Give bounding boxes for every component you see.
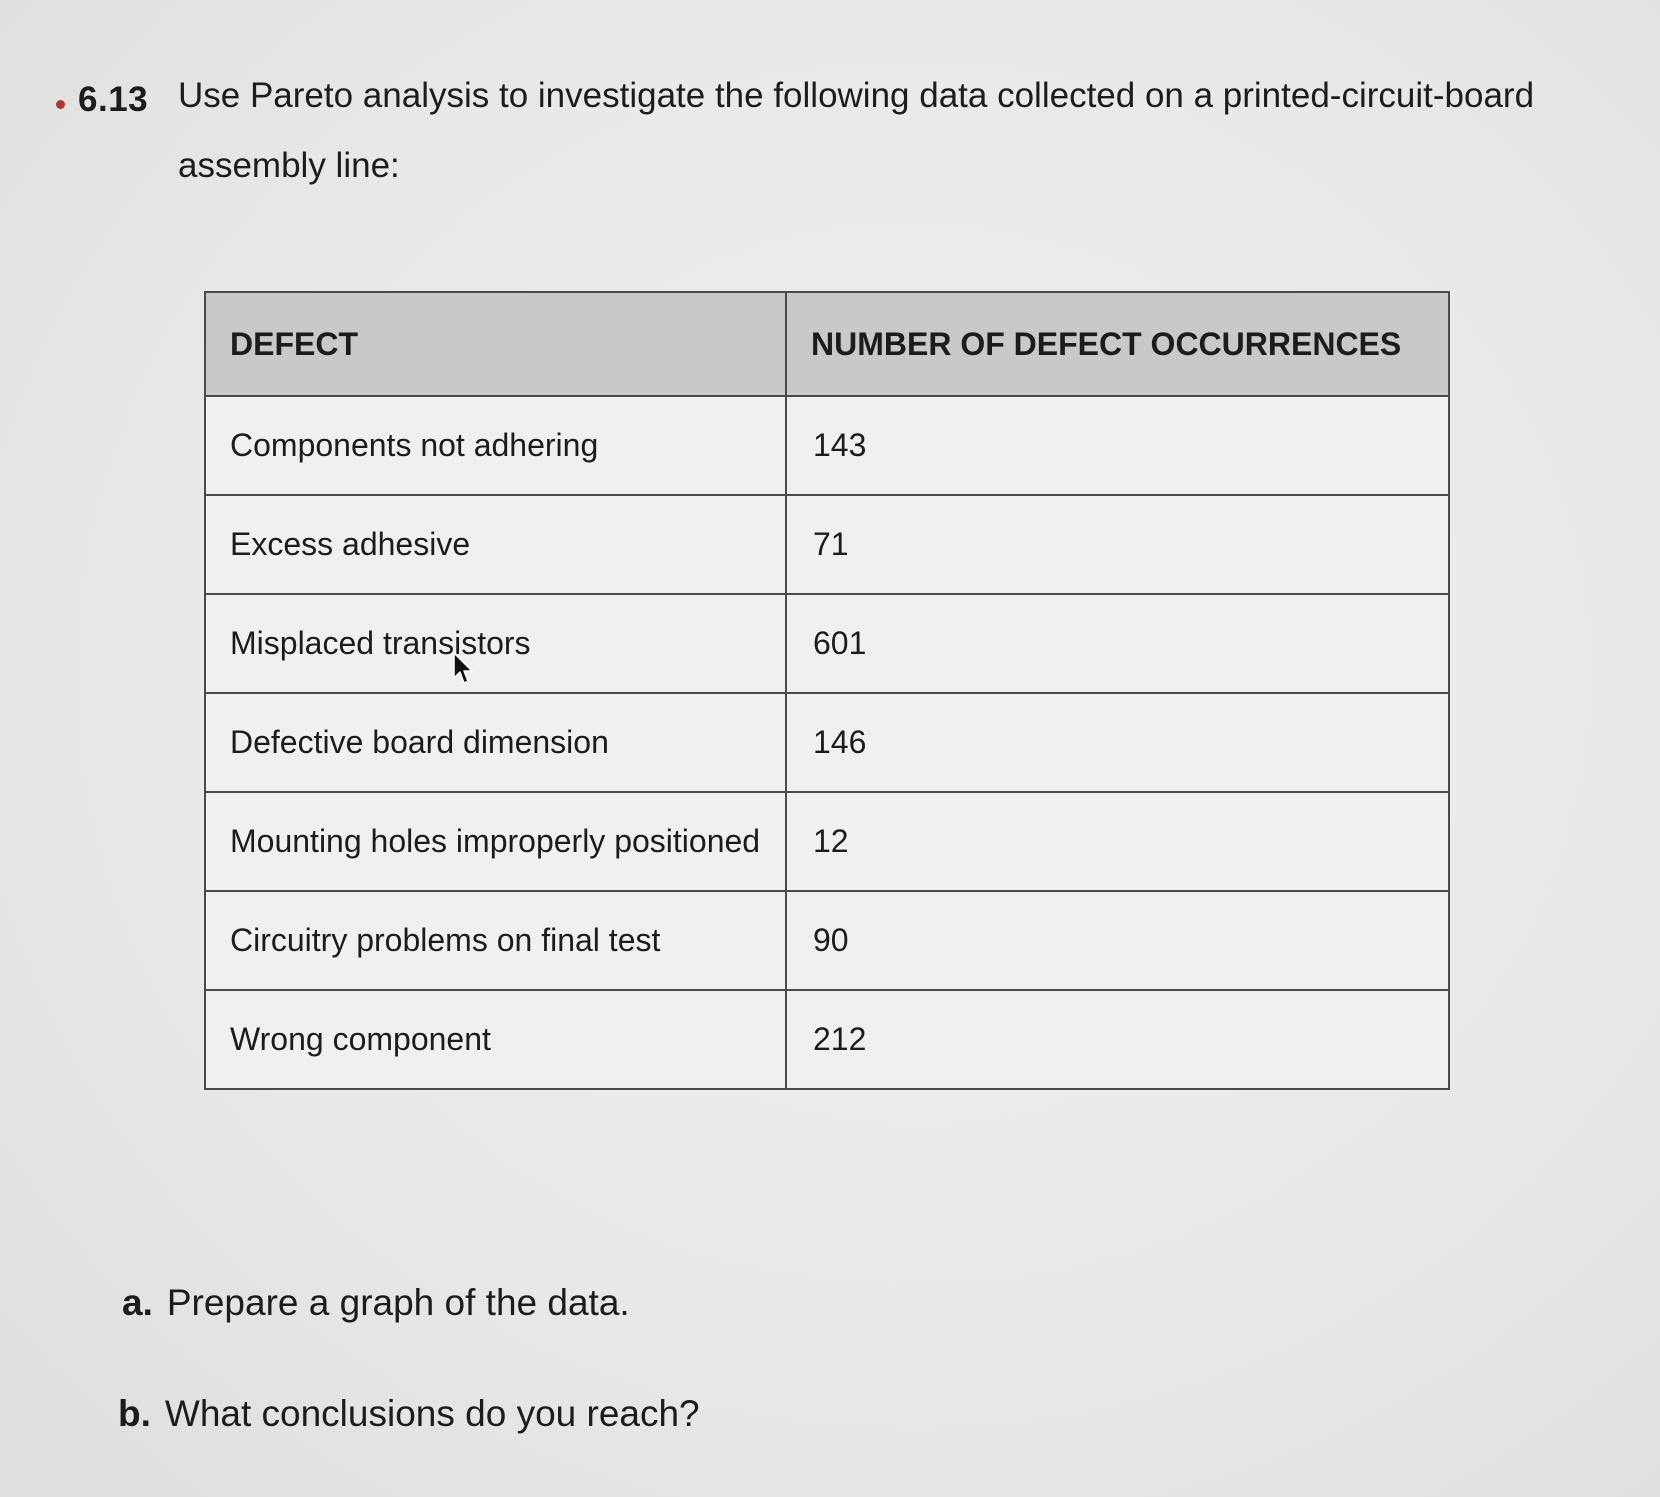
defect-cell: Wrong component — [205, 990, 786, 1089]
table-row — [205, 396, 1449, 495]
defect-cell: Mounting holes improperly positioned — [205, 792, 786, 891]
defect-table — [204, 291, 1450, 1090]
mouse-pointer-icon — [452, 652, 474, 686]
header-occurrences: NUMBER OF DEFECT OCCURRENCES — [786, 292, 1449, 396]
table-header-row — [205, 292, 1449, 396]
table-row — [205, 594, 1449, 693]
defect-cell: Components not adhering — [205, 396, 786, 495]
count-cell: 143 — [786, 396, 1449, 495]
count-cell: 12 — [786, 792, 1449, 891]
defect-cell: Defective board dimension — [205, 693, 786, 792]
count-cell: 71 — [786, 495, 1449, 594]
defect-cell: Circuitry problems on final test — [205, 891, 786, 990]
table-row — [205, 792, 1449, 891]
question-a — [122, 1282, 630, 1324]
defect-cell: Misplaced transistors — [205, 594, 786, 693]
bullet-dot-icon — [56, 100, 65, 109]
count-cell: 146 — [786, 693, 1449, 792]
header-defect: DEFECT — [205, 292, 786, 396]
table-row — [205, 891, 1449, 990]
count-cell: 212 — [786, 990, 1449, 1089]
count-cell: 601 — [786, 594, 1449, 693]
defect-cell: Excess adhesive — [205, 495, 786, 594]
question-text: Prepare a graph of the data. — [166, 1282, 630, 1323]
question-b — [118, 1393, 700, 1435]
table-row — [205, 990, 1449, 1089]
question-text: What conclusions do you reach? — [164, 1393, 700, 1434]
count-cell: 90 — [786, 891, 1449, 990]
question-letter: a. — [122, 1282, 153, 1323]
table-row — [205, 495, 1449, 594]
question-letter: b. — [118, 1393, 151, 1434]
table-row — [205, 693, 1449, 792]
problem-number: 6.13 — [78, 80, 149, 119]
problem-stem: Use Pareto analysis to investigate the following data collected on a printed-circuit-board assembly line: — [178, 76, 1535, 185]
